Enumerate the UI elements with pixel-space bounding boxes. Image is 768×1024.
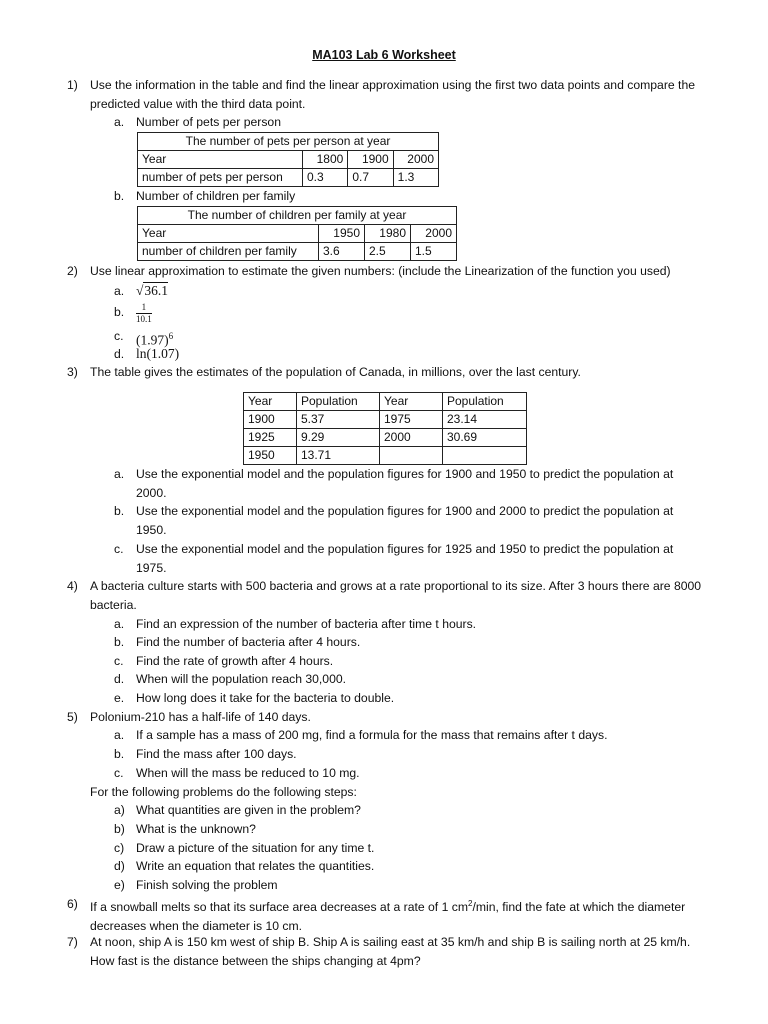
item-label: c.	[114, 329, 124, 343]
table-cell: 1900	[348, 151, 393, 169]
table-cell: 2000	[411, 225, 457, 243]
question-number: 4)	[67, 579, 78, 593]
table-cell: 0.3	[303, 169, 348, 187]
question-3	[67, 363, 722, 382]
item-text: When will the mass be reduced to 10 mg.	[136, 766, 360, 780]
item-text: Find the rate of growth after 4 hours.	[136, 654, 334, 668]
question-text: Polonium-210 has a half-life of 140 days.	[90, 710, 311, 724]
item-label: a.	[114, 284, 125, 298]
table-cell: 30.69	[443, 429, 527, 447]
item-label: d.	[114, 347, 125, 361]
item-label: e.	[114, 691, 125, 705]
item-label: a.	[114, 617, 125, 631]
exponent: 6	[168, 331, 174, 341]
question-number: 7)	[67, 935, 78, 949]
table-cell	[443, 447, 527, 465]
table-cell: 1950	[319, 225, 365, 243]
step-d	[114, 857, 714, 876]
question-number: 3)	[67, 365, 78, 379]
question-text-cont: decreases when the diameter is 10 cm.	[90, 918, 303, 933]
superscript: 2	[468, 899, 473, 908]
item-text-cont: 2000.	[136, 485, 167, 500]
step-b	[114, 820, 714, 839]
table-cell: 23.14	[443, 411, 527, 429]
question-3b	[114, 502, 714, 539]
question-4a	[114, 615, 714, 634]
table-cell: 9.29	[297, 429, 380, 447]
item-label: b.	[114, 189, 125, 203]
question-5a	[114, 726, 714, 745]
item-label: d.	[114, 672, 125, 686]
item-text: Write an equation that relates the quantities.	[136, 859, 375, 873]
question-5	[67, 708, 722, 727]
table-row	[244, 411, 527, 429]
question-2b	[114, 303, 714, 324]
question-text-part: If a snowball melts so that its surface area decreases at a rate of 1 cm	[90, 900, 468, 915]
steps-intro-text: For the following problems do the following steps:	[90, 785, 357, 799]
radicand: 36.1	[144, 283, 169, 298]
item-label: c.	[114, 542, 124, 556]
item-text: Use the exponential model and the population figures for 1900 and 1950 to predict the population at	[136, 467, 674, 481]
denominator: 10.1	[136, 314, 152, 324]
item-label: c.	[114, 766, 124, 780]
question-4d	[114, 670, 714, 689]
question-2a	[114, 282, 714, 301]
question-number: 5)	[67, 710, 78, 724]
table-row	[138, 151, 439, 169]
table-cell: 13.71	[297, 447, 380, 465]
table-cell: number of children per family	[138, 243, 319, 261]
table-cell: 0.7	[348, 169, 393, 187]
question-4c	[114, 652, 714, 671]
table-header-cell: Year	[244, 393, 297, 411]
table-cell: 1800	[303, 151, 348, 169]
item-label: b.	[114, 305, 125, 319]
item-label: a)	[114, 803, 125, 817]
question-3c	[114, 540, 714, 577]
table-header-row	[244, 393, 527, 411]
question-1b	[114, 187, 714, 206]
question-4e	[114, 689, 714, 708]
item-label: b.	[114, 635, 125, 649]
item-label: c)	[114, 841, 125, 855]
table-row	[138, 243, 457, 261]
numerator: 1	[136, 303, 152, 314]
question-4b	[114, 633, 714, 652]
table-row	[244, 429, 527, 447]
fraction	[136, 303, 152, 324]
item-text: Find the number of bacteria after 4 hours.	[136, 635, 361, 649]
question-text	[90, 895, 722, 917]
question-number: 2)	[67, 264, 78, 278]
item-label: e)	[114, 878, 125, 892]
item-text: When will the population reach 30,000.	[136, 672, 347, 686]
table-cell: number of pets per person	[138, 169, 303, 187]
question-text: At noon, ship A is 150 km west of ship B. Ship A is sailing east at 35 km/h and ship B is sailing north at 25 km/h.	[90, 935, 691, 949]
table-caption: The number of children per family at year	[138, 207, 457, 225]
table-cell: 1.5	[411, 243, 457, 261]
table-caption: The number of pets per person at year	[138, 133, 439, 151]
question-6	[67, 895, 722, 935]
item-text: Find the mass after 100 days.	[136, 747, 297, 761]
question-2	[67, 262, 722, 281]
table-cell: 1925	[244, 429, 297, 447]
question-number: 1)	[67, 78, 78, 92]
item-text-cont: 1950.	[136, 522, 167, 537]
table-cell: 2000	[380, 429, 443, 447]
step-c	[114, 839, 714, 858]
table-row	[138, 169, 439, 187]
page-title: MA103 Lab 6 Worksheet	[312, 48, 456, 62]
table-cell: 3.6	[319, 243, 365, 261]
table-cell: 5.37	[297, 411, 380, 429]
question-1	[67, 76, 722, 113]
table-cell	[380, 447, 443, 465]
item-label: b.	[114, 504, 125, 518]
table-header-cell: Year	[380, 393, 443, 411]
item-text: Number of children per family	[136, 189, 296, 203]
question-7	[67, 933, 722, 970]
table-row	[138, 225, 457, 243]
item-label: c.	[114, 654, 124, 668]
item-text: What quantities are given in the problem?	[136, 803, 361, 817]
table-cell: Year	[138, 151, 303, 169]
question-text-part: /min, find the fate at which the diameter	[472, 900, 686, 915]
steps-intro	[67, 783, 722, 802]
table-cell: 1975	[380, 411, 443, 429]
item-text-cont: 1975.	[136, 560, 167, 575]
item-text: How long does it take for the bacteria to double.	[136, 691, 395, 705]
question-2d	[114, 345, 714, 364]
question-text: The table gives the estimates of the population of Canada, in millions, over the last century.	[90, 365, 581, 379]
item-text: Finish solving the problem	[136, 878, 278, 892]
question-text: A bacteria culture starts with 500 bacteria and grows at a rate proportional to its size. After 3 hours there are 8000 bacteria.	[90, 579, 702, 612]
question-5b	[114, 745, 714, 764]
table-cell: Year	[138, 225, 319, 243]
item-text: If a sample has a mass of 200 mg, find a formula for the mass that remains after t days.	[136, 728, 608, 742]
question-4	[67, 577, 722, 614]
table-cell: 2.5	[365, 243, 411, 261]
base: (1.97)	[136, 332, 169, 348]
item-label: a.	[114, 115, 125, 129]
item-text: Use the exponential model and the population figures for 1900 and 2000 to predict the population at	[136, 504, 674, 518]
table-cell: 1980	[365, 225, 411, 243]
question-text-cont: How fast is the distance between the ships changing at 4pm?	[90, 953, 421, 968]
table-header-cell: Population	[443, 393, 527, 411]
item-label: a.	[114, 467, 125, 481]
table-cell: 1900	[244, 411, 297, 429]
question-3a	[114, 465, 714, 502]
question-1a	[114, 113, 714, 132]
item-label: a.	[114, 728, 125, 742]
question-text: Use the information in the table and find the linear approximation using the first two data points and compare the predicted value with the third data point.	[90, 78, 695, 111]
table-cell: 1950	[244, 447, 297, 465]
sqrt-expression: √36.1	[136, 283, 169, 298]
table-row	[244, 447, 527, 465]
children-table	[137, 206, 457, 261]
item-text: Use the exponential model and the population figures for 1925 and 1950 to predict the population at	[136, 542, 674, 556]
table-header-cell: Population	[297, 393, 380, 411]
item-label: b.	[114, 747, 125, 761]
question-5c	[114, 764, 714, 783]
pets-table	[137, 132, 439, 187]
item-label: b)	[114, 822, 125, 836]
log-expression: ln(1.07)	[136, 346, 180, 361]
item-text: Find an expression of the number of bacteria after time t hours.	[136, 617, 477, 631]
question-number: 6)	[67, 897, 78, 911]
item-text: Draw a picture of the situation for any time t.	[136, 841, 375, 855]
step-a	[114, 801, 714, 820]
step-e	[114, 876, 714, 895]
item-text: What is the unknown?	[136, 822, 256, 836]
item-label: d)	[114, 859, 125, 873]
table-cell: 2000	[393, 151, 438, 169]
table-cell: 1.3	[393, 169, 438, 187]
population-table	[243, 392, 527, 465]
question-text: Use linear approximation to estimate the given numbers: (include the Linearization of the function you used)	[90, 264, 671, 278]
item-text: Number of pets per person	[136, 115, 281, 129]
